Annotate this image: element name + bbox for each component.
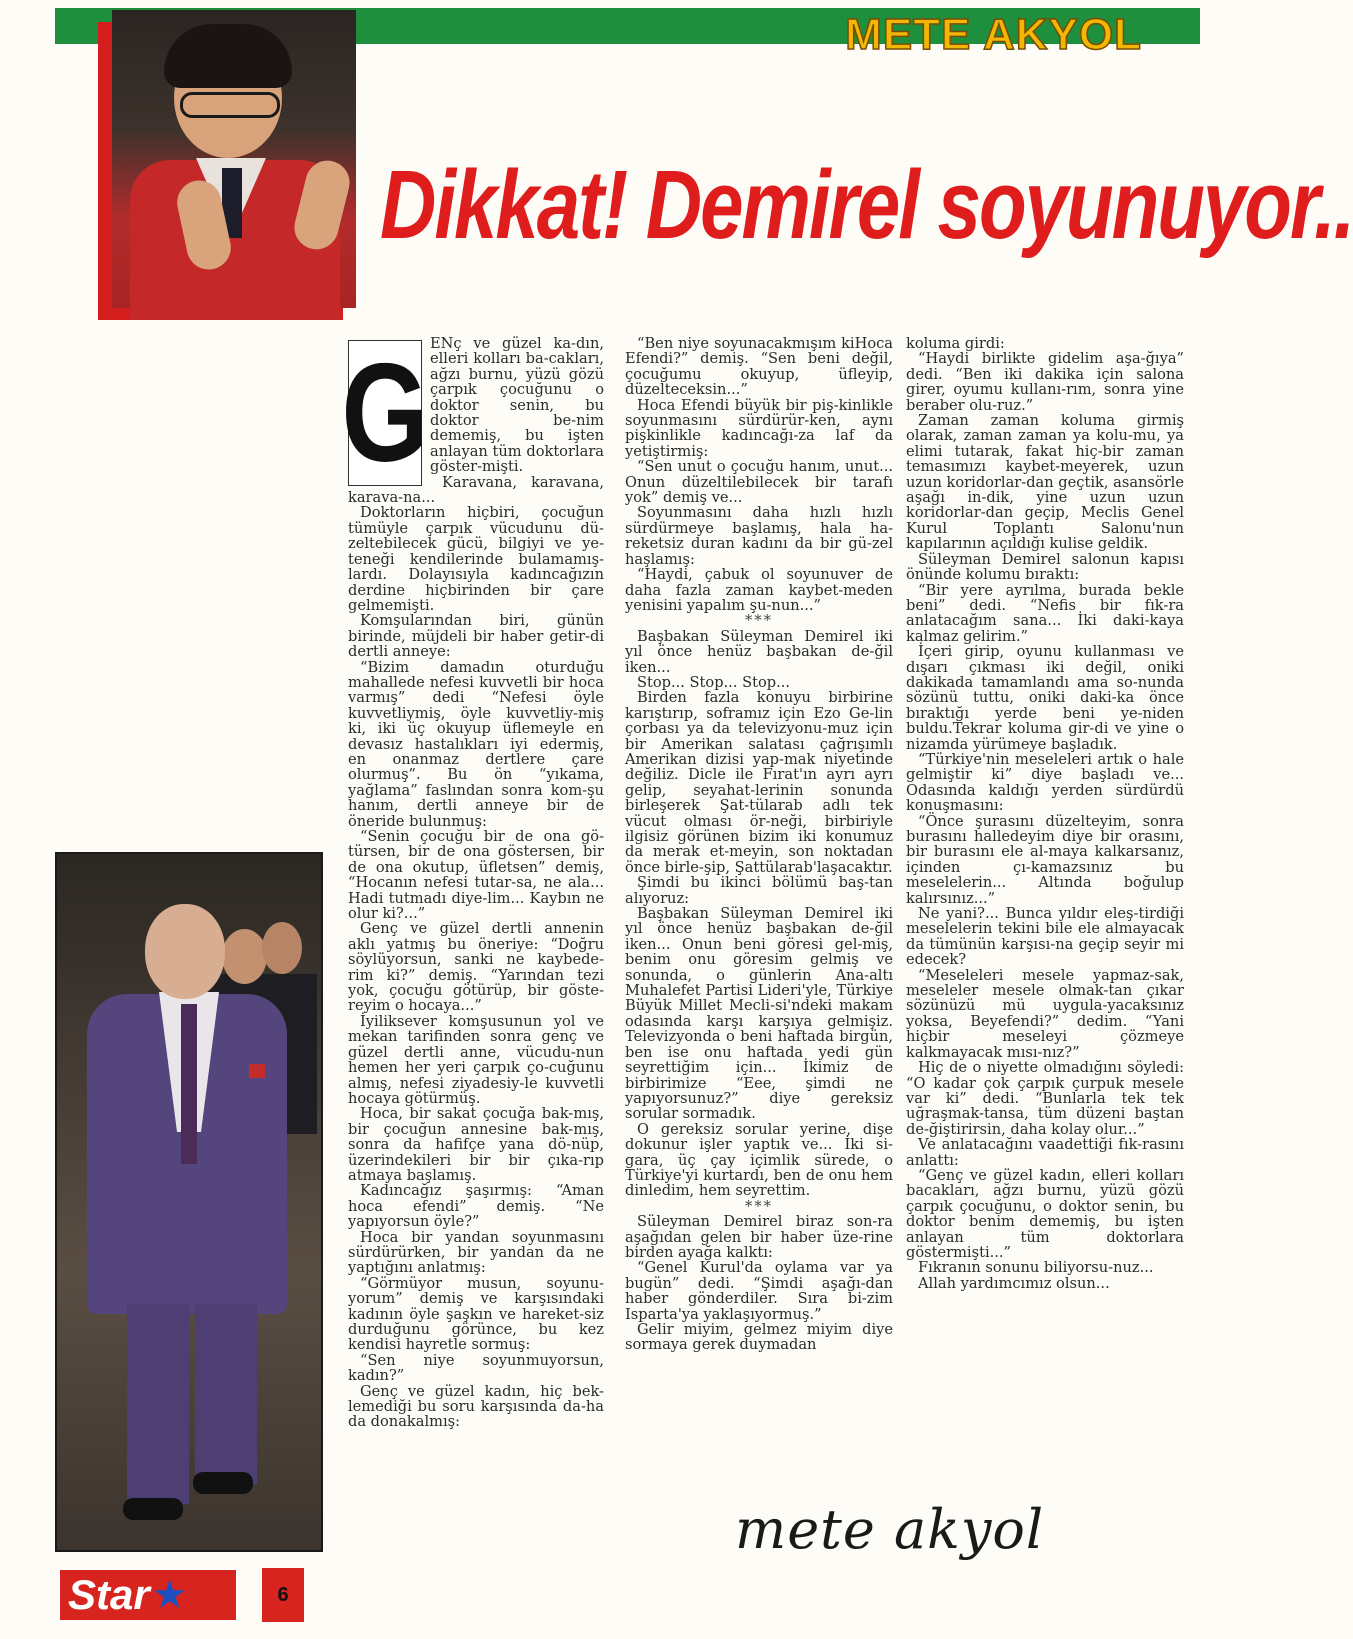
paragraph: Birden fazla konuyu birbirine karıştırıp, soframız için Ezo Ge-lin çorbası ya da televizyonu-muz için bir Amerikan salatası çağrışımlı Amerikan dizisi yap-mak niyetinde değiliz. Dicle ile Fırat'ın ayrı ayrı gelip, seyahat-lerinin sonunda birleşerek Şat-tülarab adlı tek vücut olması ör-neği, birbiriyle ilgisiz görünen bizim iki konumuz da merak et-meyin, son noktadan önce birle-şip, Şattülarab'laşacaktır. [625,689,893,876]
paragraph: “Bizim damadın oturduğu mahallede nefesi kuvvetli bir hoca varmış” dedi “Nefesi öyle kuvvetliymiş, öyle kuvvetliy-miş ki, iki üç okuyup üflemeyle en devasız hastalıkları iyi edermiş, en onanmaz dertlere çare olurmuş”. Bu ön “yıkama, yağlama” faslından sonra kom-şu hanım, dertli anneye bir de öneride bulunmuş: [348,658,604,830]
paragraph: Ve anlatacağını vaadettiği fık-rasını anlattı: [906,1136,1184,1169]
paragraph: İyiliksever komşusunun yol ve mekan tarifinden sonra genç ve güzel dertli anne, vücudu-nun hemen her yeri çarpık ço-cuğunu almış, nefesi ziyadesiy-le kuvvetli hocaya götürmüş. [348,1012,604,1107]
photo-pocket-square [249,1064,265,1078]
article-column-3 [906,336,1184,1291]
paragraph: Zaman zaman koluma girmiş olarak, zaman zaman ya kolu-mu, ya elimi tutarak, fakat hiç-bir zaman temasımızı kaybet-meyerek, uzun uzun koridorlar-dan geçtik, asansörle aşağı in-dik, yine uzun uzun koridorlar-dan geçip, Meclis Genel Kurul Toplantı Salonu'nun kapılarının açıldığı kulise geldik. [906,412,1184,553]
article-column-1 [341,334,604,1431]
paragraph: Hoca, bir sakat çocuğa bak-mış, bir çocuğun annesine bak-mış, sonra da hafifçe yana dö-nüp, üzerindekileri bir bir çıka-rıp atmaya başlamış. [348,1105,604,1184]
photo-hair [164,24,292,88]
paragraph: Ne yani?... Bunca yıldır eleş-tirdiği meselelerin tekini bile ele almayacak da tümünün karşısı-na geçip seyir mi edecek? [906,905,1184,969]
photo-glasses [180,92,280,118]
paragraph: koluma girdi: [906,335,1005,352]
page-number: 6 [262,1568,304,1622]
paragraph: “Ben niye soyunacakmışım kiHoca Efendi?” demiş. “Sen beni değil, çocuğumu okuyup, üfleyip, düzelteceksin...” [625,335,893,399]
photo-leg [127,1304,189,1504]
paragraph: Gelir miyim, gelmez miyim diye sormaya gerek duymadan [625,1321,893,1354]
paragraph: Hoca bir yandan soyunmasını sürdürürken, bir yandan da ne yaptığını anlatmış: [348,1228,604,1277]
paragraph: Kadıncağız şaşırmış: “Aman hoca efendi” demiş. “Ne yapıyorsun öyle?” [348,1182,604,1231]
photo-tie [181,1004,197,1164]
paragraph: Karavana, karavana, karava-na... [348,473,604,507]
paragraph: “Senin çocuğu bir de ona gö-türsen, bir de ona göstersen, bir de ona okutup, üfletsen” demiş, “Hocanın nefesi tutar-sa, ne ala... Hadi tutmadı diye-lim... Kaybın ne olur ki?...” [348,828,604,923]
paragraph: “Genel Kurul'da oylama var ya bugün” dedi. “Şimdi aşağı-dan haber gönderdiler. Sıra bi-zim Isparta'ya yaklaşıyormuş.” [625,1259,893,1323]
paragraph: “Sen unut o çocuğu hanım, unut... Onun düzeltilebilecek bir tarafı yok” demiş ve... [625,458,893,507]
paragraph: “Önce şurasını düzelteyim, sonra burasını halledeyim diye bir orasını, bir burasını ele al-maya kalkarsanız, içinden çı-kamazsınız bu meselelerin... Altında boğulup kalırsınız...” [906,812,1184,907]
photo-leg [195,1304,257,1484]
paragraph: Süleyman Demirel salonun kapısı önünde kolumu bıraktı: [906,550,1184,584]
author-signature: mete akyol [735,1498,1045,1561]
star-icon: ★ [151,1572,188,1618]
demirel-photo [55,852,323,1552]
section-divider: *** [745,612,773,630]
section-divider: *** [745,1197,773,1215]
paragraph: Doktorların hiçbiri, çocuğun tümüyle çarpık vücudunu dü-zeltebilecek gücü, bilgiyi ve ye-teneği kendilerinde bulamamış-lardı. Dolayısıyla kadıncağızın derdine hiçbirinden bir çare gelmemişti. [348,504,604,614]
photo-head [145,904,225,999]
photo-background-face [262,922,302,974]
author-name: METE AKYOL [845,10,1142,59]
author-photo [112,10,356,308]
paragraph: “Türkiye'nin meseleleri artık o hale gelmiştir ki” diye başladı ve... Odasında kaldığı yerden sürdürdü konuşmasını: [906,750,1184,815]
headline: Dikkat! Demirel soyunuyor.. [380,149,1353,260]
paragraph: Genç ve güzel kadın, hiç bek-lemediği bu soru karşısında da-ha da donakalmış: [348,1382,604,1431]
photo-shoe [123,1498,183,1520]
article-column-2 [625,336,893,1353]
paragraph: Fıkranın sonunu biliyorsu-nuz... [918,1259,1154,1277]
paragraph: İçeri girip, oyunu kullanması ve dışarı çıkması iki değil, oniki dakikada tamamlandı ama so-nunda sözünü tuttu, oniki daki-ka önce bıraktığı yerde beni ye-niden buldu.Tekrar koluma gir-di ve yine o nizamda yürümeye başladık. [906,643,1184,753]
paragraph: “Haydi birlikte gidelim aşa-ğıya” dedi. “Ben iki dakika için salona girer, oyumu kullanı-rım, sonra yine beraber olu-ruz.” [906,350,1184,414]
paragraph: O gereksiz sorular yerine, dişe dokunur işler yaptık ve... İki si-gara, üç çay içimlik sürede, o Türkiye'yi kurtardı, ben de onu hem dinledim, hem seyrettim. [625,1120,893,1200]
photo-shoe [193,1472,253,1494]
paragraph: Genç ve güzel dertli annenin aklı yatmış bu öneriye: “Doğru söylüyorsun, sanki ne kaybede-rim ki?” demiş. “Yarından tezi yok, çocuğu götürüp, bir göste-reyim o hocaya...” [348,920,604,1015]
dropcap-box [341,334,429,491]
star-logo [58,1568,238,1622]
paragraph: ENç ve güzel ka-dın, elleri kolları ba-cakları, ağzı burnu, yüzü gözü çarpık çocuğunu o doktor senin, bu doktor be-nim dememiş, bu işten anlayan tüm doktorlara göster-mişti. [430,335,604,476]
paragraph: “Genç ve güzel kadın, elleri kolları bacakları, ağzı burnu, yüzü gözü çarpık çocuğunu, o doktor senin, bu doktor benim dememiş, bu işten anlayan tüm doktorlara göstermişti...” [906,1166,1184,1261]
paragraph: Şimdi bu ikinci bölümü baş-tan alıyoruz: [625,874,893,907]
paragraph: “Bir yere ayrılma, burada bekle beni” dedi. “Nefis bir fık-ra anlatacağım sana... İki daki-kaya kalmaz gelirim.” [906,581,1184,645]
paragraph: Süleyman Demirel biraz son-ra aşağıdan gelen bir haber üze-rine birden ayağa kalktı: [625,1213,893,1261]
logo-text: Star [68,1571,150,1618]
paragraph: “Haydi, çabuk ol soyunuver de daha fazla zaman kaybet-meden yenisini yapalım şu-nun...” [625,566,893,614]
paragraph: Allah yardımcımız olsun... [918,1274,1110,1292]
photo-background-face [222,929,267,984]
paragraph: Başbakan Süleyman Demirel iki yıl önce henüz başbakan de-ğil iken... Onun beni göresi gel-miş, benim onu göresim gelmiş ve sonunda, o günlerin Ana-altı Muhalefet Partisi Lideri'yle, Türkiye Büyük Millet Mecli-si'ndeki makam odasında karşı karşıya gelmişiz. Televizyonda o beni haftada birgün, ben ise onu haftada yedi gün seyrettiğim için... İkimiz de birbirimize “Eee, şimdi ne yapıyorsunuz?” diye gereksiz sorular sormadık. [625,905,893,1123]
paragraph: “Görmüyor musun, soyunu-yorum” demiş ve karşısındaki kadının öyle şaşkın ve hareket-siz durduğunu görünce, bu kez kendisi hayretle sormuş: [348,1274,604,1354]
paragraph: Komşularından biri, günün birinde, müjdeli bir haber getir-di dertli anneye: [348,612,604,661]
paragraph: Başbakan Süleyman Demirel iki yıl önce henüz başbakan de-ğil iken... [625,627,893,676]
paragraph: Stop... Stop... Stop... [637,673,790,691]
paragraph: Soyunmasını daha hızlı hızlı sürdürmeye başlamış, hala ha-reketsiz duran kadını da bir gü-zel haşlamış: [625,504,893,568]
dropcap: G [341,334,429,491]
paragraph: “Sen niye soyunmuyorsun, kadın?” [348,1351,604,1385]
paragraph: Hoca Efendi büyük bir piş-kinlikle soyunmasını sürdürür-ken, aynı pişkinlikle kadıncağı-za laf da yetiştirmiş: [625,396,893,460]
paragraph: “Meseleleri mesele yapmaz-sak, meseleler mesele olmak-tan çıkar sözünüzü mü uygula-yacaksınız yoksa, Beyefendi?” dedim. “Yani hiçbir meseleyi çözmeye kalkmayacak mısı-nız?” [906,966,1184,1061]
paragraph: Hiç de o niyette olmadığını söyledi: “O kadar çok çarpık çurpuk mesele var ki” dedi. “Bunlarla tek tek uğraşmak-tansa, tüm düzeni baştan de-ğiştirirsin, daha kolay olur...” [906,1059,1184,1138]
